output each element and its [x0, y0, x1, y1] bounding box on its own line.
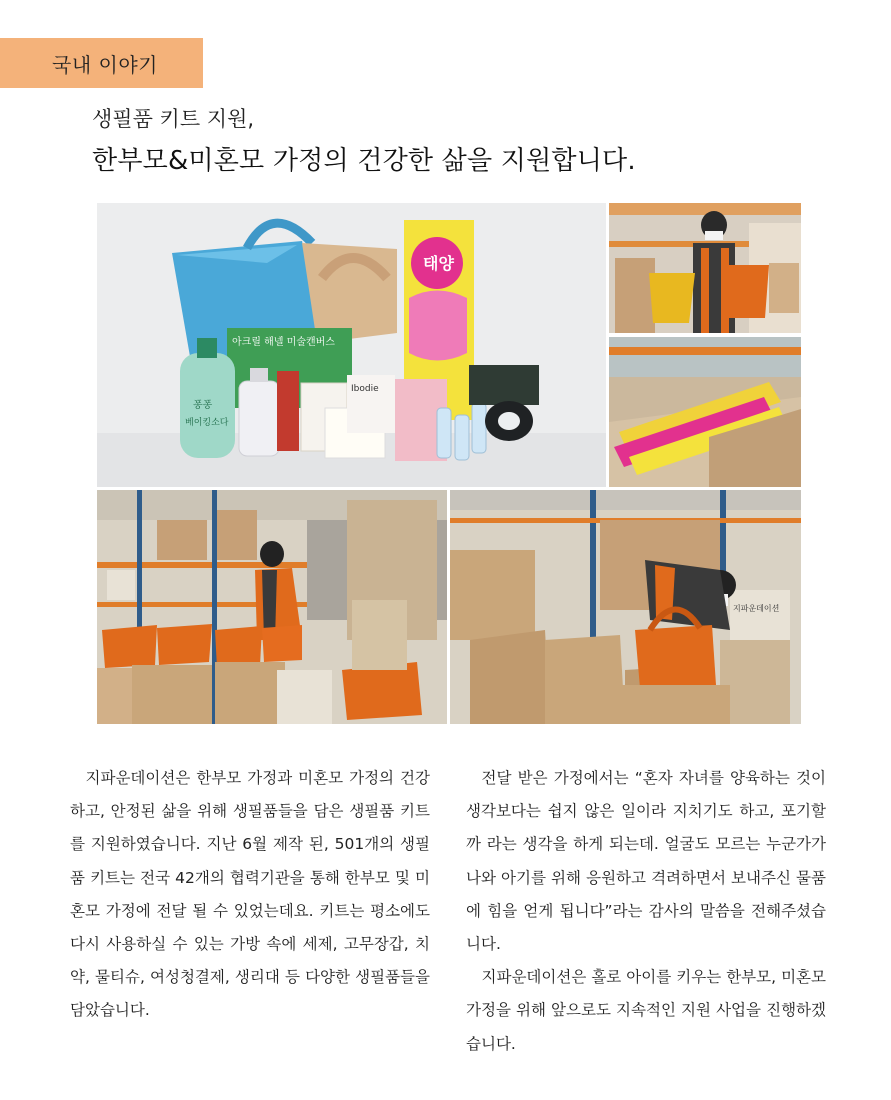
dish-soap-label-bottom: 베이킹소다: [185, 418, 229, 428]
body-paragraph: 지파운데이션은 홀로 아이를 키우는 한부모, 미혼모 가정을 위해 앞으로도 지속적인 지원 사업을 진행하겠습니다.: [466, 968, 826, 1053]
article-title-line2: 한부모&미혼모 가정의 건강한 삶을 지원합니다.: [92, 146, 636, 176]
article-title-line1: 생필품 키트 지원,: [92, 107, 255, 131]
warehouse-packing-photo: [97, 490, 447, 724]
section-tag: 국내 이야기: [0, 38, 203, 88]
glove-pack-label: 태양: [423, 254, 454, 273]
body-paragraph: 지파운데이션은 한부모 가정과 미혼모 가정의 건강하고, 안정된 삶을 위해 생필품들을 담은 생필품 키트를 지원하였습니다. 지난 6월 제작 된, 501개의 생필품 키트는 전국 42개의 협력기관을 통해 한부모 및 미혼모 가정에 전달 될 수 있었는데요. 키트는 평소에도 다시 사용하실 수 있는 가방 속에 세제, 고무장갑, 치약, 물티슈, 여성청결제, 생리대 등 다양한 생필품들을 담았습니다.: [70, 769, 430, 1020]
gloves-in-box-photo: [609, 337, 801, 487]
body-right-column: [466, 762, 826, 1061]
shelf-box-label: 지파운데이션: [733, 604, 780, 613]
body-paragraph: 전달 받은 가정에서는 “혼자 자녀를 양육하는 것이 생각보다는 쉽지 않은 일이라 지치기도 하고, 포기할까 라는 생각을 하게 되는데. 얼굴도 모르는 누군가가 나와 아기를 위해 응원하고 격려하면서 보내주신 물품에 힘을 얻게 됩니다”라는 감사의 말씀을 전해주셨습니다.: [466, 769, 826, 954]
body-left-column: [70, 762, 430, 1028]
staff-holding-bags-photo: [609, 203, 801, 333]
sunscreen-label: Ibodie: [351, 384, 379, 394]
sketchbook-label: 아크릴 해넬 미술캔버스: [232, 337, 335, 348]
packing-bag-photo: [450, 490, 801, 724]
kit-items-photo: [97, 203, 606, 487]
dish-soap-label-top: 퐁퐁: [193, 400, 213, 411]
